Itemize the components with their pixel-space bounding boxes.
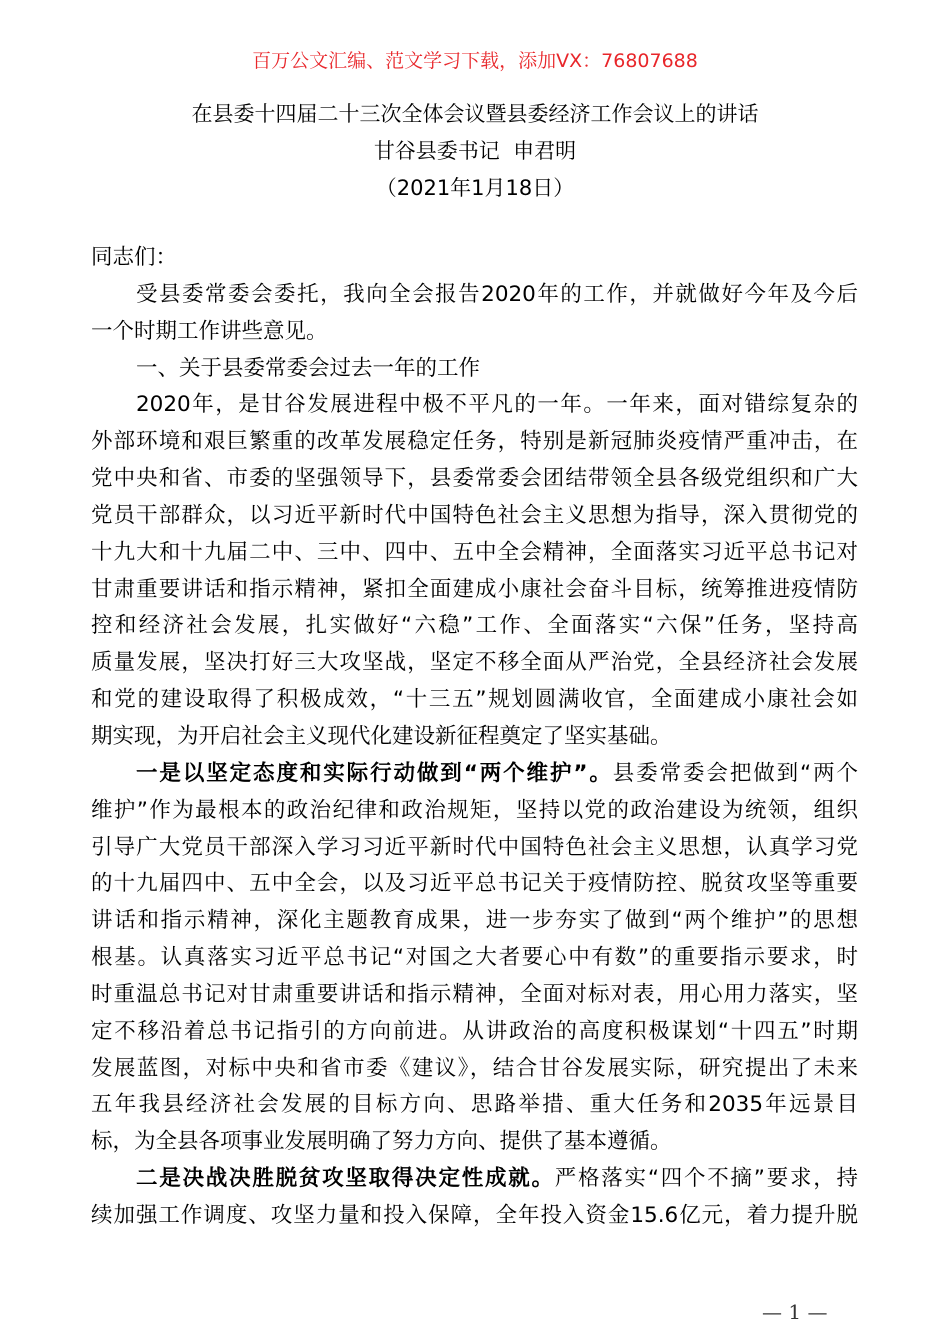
text-line — [91, 1161, 858, 1198]
line-text: 县委常委会把做到“两个 — [612, 760, 858, 786]
text-line — [91, 424, 858, 461]
line-text: 质量发展，坚决打好三大攻坚战，坚定不移全面从严治党，全县经济社会发展 — [91, 650, 858, 676]
text-line — [91, 240, 858, 277]
line-text: 的十九届四中、五中全会，以及习近平总书记关于疫情防控、脱贫攻坚等重要 — [91, 871, 858, 897]
text-line — [91, 314, 858, 351]
text-line — [91, 461, 858, 498]
text-line — [91, 940, 858, 977]
line-text: 同志们： — [91, 245, 178, 270]
text-line — [91, 1124, 858, 1161]
line-text: 控和经济社会发展，扎实做好“六稳”工作、全面落实“六保”任务，坚持高 — [91, 613, 858, 639]
line-text: 外部环境和艰巨繁重的改革发展稳定任务，特别是新冠肺炎疫情严重冲击，在 — [91, 429, 858, 455]
line-text: 十九大和十九届二中、三中、四中、五中全会精神，全面落实习近平总书记对 — [91, 539, 858, 565]
line-text: 标，为全县各项事业发展明确了努力方向、提供了基本遵循。 — [91, 1129, 672, 1155]
line-text: 党员干部群众，以习近平新时代中国特色社会主义思想为指导，深入贯彻党的 — [91, 502, 858, 528]
line-text: 讲话和指示精神，深化主题教育成果，进一步夯实了做到“两个维护”的思想 — [91, 908, 858, 934]
text-line — [91, 387, 858, 424]
line-text: 一、关于县委常委会过去一年的工作 — [136, 355, 481, 381]
text-line — [91, 1198, 858, 1235]
line-text: 时重温总书记对甘肃重要讲话和指示精神，全面对标对表，用心用力落实，坚 — [91, 981, 858, 1007]
text-line — [91, 608, 858, 645]
document-title: 在县委十四届二十三次全体会议暨县委经济工作会议上的讲话 — [191, 102, 759, 126]
line-text: 和党的建设取得了积极成效，“十三五”规划圆满收官，全面建成小康社会如 — [91, 687, 858, 713]
line-text: 维护”作为最根本的政治纪律和政治规矩，坚持以党的政治建设为统领，组织 — [91, 797, 858, 823]
text-line — [91, 572, 858, 609]
text-line — [91, 1087, 858, 1124]
text-line — [91, 1014, 858, 1051]
text-line — [91, 830, 858, 867]
date-line: （2021年1月18日） — [375, 176, 575, 200]
bold-heading-text: 一是以坚定态度和实际行动做到“两个维护”。 — [136, 760, 613, 786]
text-line — [91, 977, 858, 1014]
line-text: 根基。认真落实习近平总书记“对国之大者要心中有数”的重要指示要求，时 — [91, 945, 858, 971]
line-text: 定不移沿着总书记指引的方向前进。从讲政治的高度积极谋划“十四五”时期 — [91, 1018, 858, 1044]
line-text: 甘肃重要讲话和指示精神，紧扣全面建成小康社会奋斗目标，统筹推进疫情防 — [91, 576, 858, 602]
text-line — [91, 1051, 858, 1088]
text-line — [91, 756, 858, 793]
text-line — [91, 793, 858, 830]
line-text: 五年我县经济社会发展的目标方向、思路举措、重大任务和2035年远景目 — [91, 1092, 858, 1118]
document-body — [91, 240, 858, 1235]
bold-heading-text: 二是决战决胜脱贫攻坚取得决定性成就。 — [136, 1166, 555, 1192]
text-line — [91, 903, 858, 940]
text-line — [91, 719, 858, 756]
watermark-text: 百万公文汇编、范文学习下载，添加VX：76807688 — [252, 50, 698, 72]
text-line — [91, 682, 858, 719]
line-text: 严格落实“四个不摘”要求，持 — [554, 1166, 858, 1192]
author-line: 甘谷县委书记 申君明 — [373, 139, 577, 163]
text-line — [91, 277, 858, 314]
text-line — [91, 535, 858, 572]
line-text: 期实现，为开启社会主义现代化建设新征程奠定了坚实基础。 — [91, 723, 672, 749]
line-text: 党中央和省、市委的坚强领导下，县委常委会团结带领全县各级党组织和广大 — [91, 466, 858, 492]
page-number: — 1 — — [762, 1300, 828, 1324]
text-line — [91, 351, 858, 388]
line-text: 续加强工作调度、攻坚力量和投入保障，全年投入资金15.6亿元，着力提升脱 — [91, 1202, 858, 1228]
line-text: 2020年，是甘谷发展进程中极不平凡的一年。一年来，面对错综复杂的 — [136, 392, 858, 418]
line-text: 一个时期工作讲些意见。 — [91, 318, 328, 344]
line-text: 引导广大党员干部深入学习习近平新时代中国特色社会主义思想，认真学习党 — [91, 834, 858, 860]
text-line — [91, 498, 858, 535]
text-line — [91, 866, 858, 903]
text-line — [91, 645, 858, 682]
line-text: 发展蓝图，对标中央和省市委《建议》，结合甘谷发展实际，研究提出了未来 — [91, 1055, 858, 1081]
line-text: 受县委常委会委托，我向全会报告2020年的工作，并就做好今年及今后 — [136, 281, 858, 307]
